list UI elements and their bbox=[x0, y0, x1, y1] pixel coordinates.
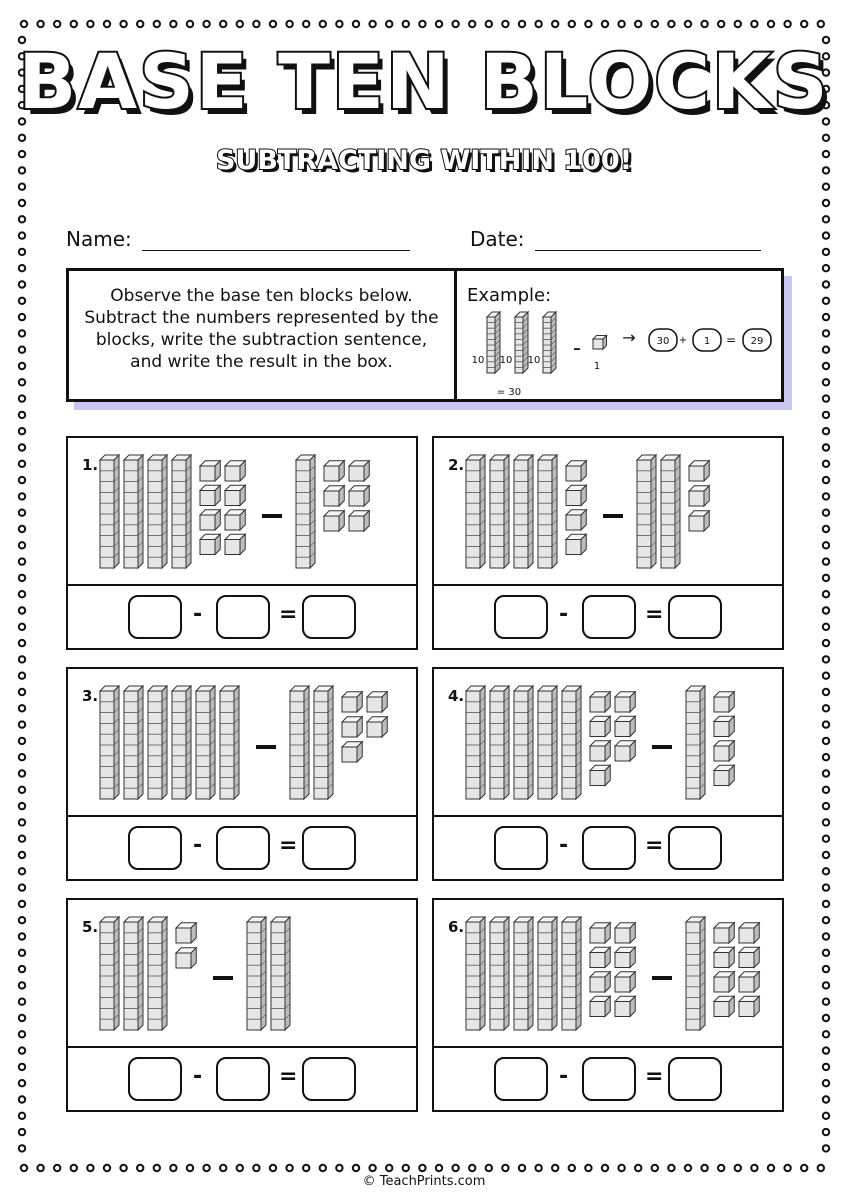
problem-number: 4. bbox=[448, 687, 465, 705]
one-cube bbox=[590, 972, 610, 992]
difference-box[interactable] bbox=[668, 1057, 722, 1101]
one-cube bbox=[200, 510, 220, 530]
one-cube bbox=[615, 741, 635, 761]
one-cube bbox=[349, 461, 369, 481]
one-cube bbox=[714, 741, 734, 761]
problem-4 bbox=[432, 667, 784, 881]
answer-row bbox=[68, 1048, 416, 1109]
example-ten-rod bbox=[487, 312, 500, 373]
ten-rod bbox=[466, 455, 485, 568]
one-cube bbox=[342, 717, 362, 737]
one-cube bbox=[739, 923, 759, 943]
ten-rod bbox=[290, 686, 309, 799]
ten-rod bbox=[124, 455, 143, 568]
ten-rod bbox=[220, 686, 239, 799]
minuend-box[interactable] bbox=[128, 1057, 182, 1101]
minus-sign: - bbox=[193, 602, 203, 627]
one-cube bbox=[176, 948, 196, 968]
minuend-box[interactable] bbox=[494, 1057, 548, 1101]
difference-box[interactable] bbox=[668, 595, 722, 639]
answer-row bbox=[68, 586, 416, 647]
ten-rod bbox=[100, 686, 119, 799]
date-field bbox=[470, 227, 761, 251]
example-arrow: → bbox=[622, 328, 636, 347]
ten-rod bbox=[514, 455, 533, 568]
one-cube bbox=[615, 923, 635, 943]
minus-sign-graphic bbox=[262, 514, 282, 518]
ten-rod bbox=[247, 917, 266, 1030]
minus-sign-graphic bbox=[652, 745, 672, 749]
page-subtitle: SUBTRACTING WITHIN 100! bbox=[215, 145, 633, 176]
subtrahend-box[interactable] bbox=[216, 826, 270, 870]
difference-box[interactable] bbox=[302, 595, 356, 639]
ten-rod bbox=[148, 917, 167, 1030]
answer-row bbox=[68, 817, 416, 878]
problem-5 bbox=[66, 898, 418, 1112]
base-ten-blocks bbox=[434, 438, 786, 586]
ten-rod bbox=[172, 686, 191, 799]
subtrahend-box[interactable] bbox=[582, 826, 636, 870]
base-ten-blocks bbox=[434, 900, 786, 1048]
ten-rod bbox=[466, 917, 485, 1030]
name-line[interactable] bbox=[142, 230, 410, 251]
one-cube bbox=[739, 996, 759, 1016]
one-cube bbox=[324, 486, 344, 506]
one-cube bbox=[689, 461, 709, 481]
example-minus: - bbox=[573, 336, 581, 361]
ten-rod bbox=[100, 455, 119, 568]
one-cube bbox=[615, 716, 635, 736]
ten-rod bbox=[314, 686, 333, 799]
problem-3 bbox=[66, 667, 418, 881]
one-cube bbox=[225, 510, 245, 530]
minus-sign-graphic bbox=[213, 976, 233, 980]
ten-rod bbox=[514, 686, 533, 799]
equals-sign: = bbox=[279, 1064, 298, 1089]
difference-box[interactable] bbox=[302, 1057, 356, 1101]
one-cube bbox=[615, 972, 635, 992]
instructions-box bbox=[66, 268, 784, 402]
one-cube bbox=[714, 923, 734, 943]
ten-rod bbox=[148, 455, 167, 568]
example-ten-rod bbox=[515, 312, 528, 373]
one-cube bbox=[615, 692, 635, 712]
one-cube bbox=[200, 485, 220, 505]
equals-sign: = bbox=[645, 833, 664, 858]
example-value: 1 bbox=[703, 336, 711, 347]
problem-2-blocks-area bbox=[434, 438, 782, 586]
problem-1 bbox=[66, 436, 418, 650]
example-illustration bbox=[457, 271, 779, 399]
ten-rod bbox=[686, 686, 705, 799]
one-cube bbox=[225, 534, 245, 554]
ten-rod bbox=[490, 686, 509, 799]
equals-sign: = bbox=[279, 833, 298, 858]
example-equals: = bbox=[725, 333, 737, 347]
ten-rod bbox=[686, 917, 705, 1030]
equals-sign: = bbox=[645, 602, 664, 627]
one-cube bbox=[590, 741, 610, 761]
name-label: Name: bbox=[66, 227, 132, 251]
one-cube bbox=[714, 947, 734, 967]
problem-2 bbox=[432, 436, 784, 650]
instructions-text: Observe the base ten blocks below. Subtract the numbers represented by the blocks, write the subtraction sentence, and write the result in the box. bbox=[69, 271, 457, 399]
one-cube bbox=[349, 511, 369, 531]
problem-number: 6. bbox=[448, 918, 465, 936]
example-rod-label: 10 bbox=[471, 355, 485, 366]
example-ten-rod bbox=[543, 312, 556, 373]
ten-rod bbox=[124, 686, 143, 799]
minuend-box[interactable] bbox=[494, 595, 548, 639]
one-cube bbox=[566, 461, 586, 481]
ten-rod bbox=[271, 917, 290, 1030]
one-cube bbox=[342, 742, 362, 762]
example-cube-label: 1 bbox=[593, 361, 601, 372]
one-cube bbox=[200, 461, 220, 481]
ten-rod bbox=[100, 917, 119, 1030]
one-cube bbox=[689, 511, 709, 531]
ten-rod bbox=[562, 917, 581, 1030]
base-ten-blocks bbox=[434, 669, 786, 817]
example-rod-label: 10 bbox=[499, 355, 513, 366]
example-rod-label: 10 bbox=[527, 355, 541, 366]
example-value: 29 bbox=[750, 336, 764, 347]
one-cube bbox=[590, 692, 610, 712]
date-label: Date: bbox=[470, 227, 525, 251]
ten-rod bbox=[490, 455, 509, 568]
one-cube bbox=[590, 765, 610, 785]
one-cube bbox=[590, 947, 610, 967]
example-one-cube bbox=[593, 336, 607, 350]
ten-rod bbox=[196, 686, 215, 799]
one-cube bbox=[590, 996, 610, 1016]
problem-number: 2. bbox=[448, 456, 465, 474]
ten-rod bbox=[148, 686, 167, 799]
minus-sign: - bbox=[193, 1064, 203, 1089]
one-cube bbox=[590, 923, 610, 943]
footer-credit: © TeachPrints.com bbox=[362, 1174, 486, 1189]
difference-box[interactable] bbox=[668, 826, 722, 870]
problem-3-blocks-area bbox=[68, 669, 416, 817]
example-value: 30 bbox=[656, 336, 670, 347]
one-cube bbox=[714, 972, 734, 992]
example-plus: + bbox=[678, 335, 688, 346]
example-title: Example: bbox=[467, 285, 552, 306]
ten-rod bbox=[661, 455, 680, 568]
subtrahend-box[interactable] bbox=[582, 595, 636, 639]
base-ten-blocks bbox=[68, 438, 420, 586]
one-cube bbox=[367, 692, 387, 712]
subtrahend-box[interactable] bbox=[582, 1057, 636, 1101]
one-cube bbox=[739, 972, 759, 992]
one-cube bbox=[590, 716, 610, 736]
problem-number: 3. bbox=[82, 687, 99, 705]
equals-sign: = bbox=[645, 1064, 664, 1089]
base-ten-blocks bbox=[68, 669, 420, 817]
ten-rod bbox=[538, 686, 557, 799]
example-area bbox=[457, 271, 781, 399]
minuend-box[interactable] bbox=[128, 826, 182, 870]
minus-sign-graphic bbox=[652, 976, 672, 980]
minus-sign-graphic bbox=[256, 745, 276, 749]
one-cube bbox=[615, 947, 635, 967]
minus-sign-graphic bbox=[603, 514, 623, 518]
one-cube bbox=[176, 923, 196, 943]
one-cube bbox=[714, 716, 734, 736]
equals-sign: = bbox=[279, 602, 298, 627]
ten-rod bbox=[637, 455, 656, 568]
one-cube bbox=[225, 461, 245, 481]
minus-sign: - bbox=[559, 1064, 569, 1089]
one-cube bbox=[324, 511, 344, 531]
one-cube bbox=[714, 996, 734, 1016]
minus-sign: - bbox=[559, 833, 569, 858]
problem-4-blocks-area bbox=[434, 669, 782, 817]
answer-row bbox=[434, 1048, 782, 1109]
ten-rod bbox=[562, 686, 581, 799]
minuend-box[interactable] bbox=[128, 595, 182, 639]
problem-5-blocks-area bbox=[68, 900, 416, 1048]
one-cube bbox=[367, 717, 387, 737]
problem-number: 1. bbox=[82, 456, 99, 474]
ten-rod bbox=[296, 455, 315, 568]
one-cube bbox=[200, 534, 220, 554]
ten-rod bbox=[538, 455, 557, 568]
ten-rod bbox=[172, 455, 191, 568]
one-cube bbox=[566, 510, 586, 530]
one-cube bbox=[349, 486, 369, 506]
problem-6-blocks-area bbox=[434, 900, 782, 1048]
date-line[interactable] bbox=[535, 230, 761, 251]
one-cube bbox=[689, 486, 709, 506]
one-cube bbox=[739, 947, 759, 967]
answer-row bbox=[434, 586, 782, 647]
minus-sign: - bbox=[193, 833, 203, 858]
difference-box[interactable] bbox=[302, 826, 356, 870]
base-ten-blocks bbox=[68, 900, 420, 1048]
minuend-box[interactable] bbox=[494, 826, 548, 870]
one-cube bbox=[566, 485, 586, 505]
one-cube bbox=[714, 765, 734, 785]
page-title: BASE TEN BLOCKS bbox=[18, 37, 830, 126]
subtrahend-box[interactable] bbox=[216, 1057, 270, 1101]
ten-rod bbox=[490, 917, 509, 1030]
one-cube bbox=[342, 692, 362, 712]
problem-6 bbox=[432, 898, 784, 1112]
problem-1-blocks-area bbox=[68, 438, 416, 586]
minus-sign: - bbox=[559, 602, 569, 627]
one-cube bbox=[225, 485, 245, 505]
one-cube bbox=[324, 461, 344, 481]
one-cube bbox=[714, 692, 734, 712]
example-sum-label: = 30 bbox=[496, 387, 522, 398]
subtrahend-box[interactable] bbox=[216, 595, 270, 639]
answer-row bbox=[434, 817, 782, 878]
one-cube bbox=[566, 534, 586, 554]
problem-number: 5. bbox=[82, 918, 99, 936]
ten-rod bbox=[538, 917, 557, 1030]
ten-rod bbox=[466, 686, 485, 799]
one-cube bbox=[615, 996, 635, 1016]
ten-rod bbox=[514, 917, 533, 1030]
ten-rod bbox=[124, 917, 143, 1030]
name-field bbox=[66, 227, 410, 251]
